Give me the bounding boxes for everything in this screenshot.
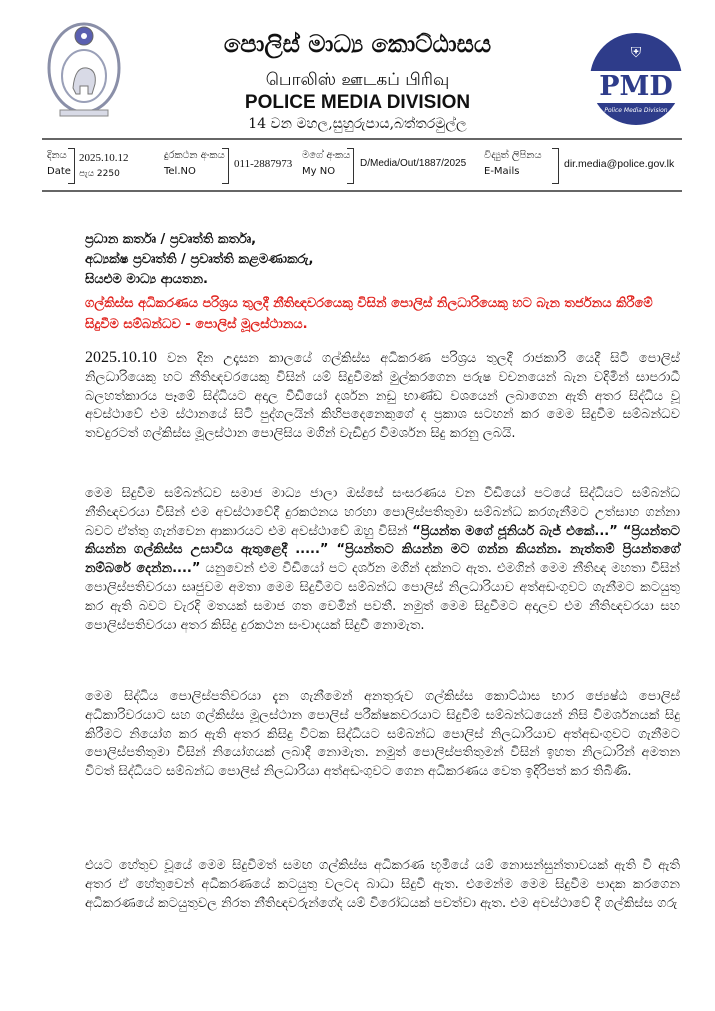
body-paragraph-2 <box>85 485 680 635</box>
date-label-en: Date <box>47 166 71 177</box>
body-paragraph-1 <box>85 349 680 444</box>
org-title-tamil: பொலிஸ் ஊடகப் பிரிவு <box>265 70 450 90</box>
bracket <box>222 148 229 184</box>
press-release-subject: ගල්කිස්ස අධිකරණය පරිශ්‍රය තුලදී නීතිඥවරයෙකු විසින් පොලිස් නිලධාරියෙකු හට බැන තර්ජනය කිරීමේ සිදුවීම සම්බන්ධව - පොලිස් මූලස්ථානය. <box>85 296 653 332</box>
myno-label-en: My NO <box>302 166 336 177</box>
header-divider <box>42 138 682 140</box>
myno-label-si: මගේ අංකය <box>302 150 351 161</box>
bracket <box>347 148 354 184</box>
quoted-statement: “ප්‍රියන්ත මගේ ජූනියර් බැජ් එකේ...” “ප්‍රියන්තට කියන්න ගල්කිස්ස උසාවිය ඇතුළෙදී .....” “ප්‍රියන්තට කියන්න මට ගන්න කියන්න. නැත්තම් ප්‍රියන්තගේ නම්බරේ දෙන්න....” <box>85 523 680 577</box>
pmd-logo <box>590 33 682 125</box>
tel-value: 011-2887973 <box>234 158 293 170</box>
addressee-line: අධ්‍යක්ෂ ප්‍රවෘත්ති / ප්‍රවෘත්ති කළමණාකරු, <box>85 252 314 267</box>
time-value: පැය 2250 <box>79 169 120 179</box>
pmd-logo-subtext: Police Media Division <box>604 106 668 114</box>
sri-lanka-police-emblem <box>45 18 123 118</box>
addressee-line: ප්‍රධාන කර්තෘ / ප්‍රවෘත්ති කර්තෘ, <box>85 232 257 247</box>
incident-date: 2025.10.10 <box>85 349 157 366</box>
tel-label-en: Tel.NO <box>164 166 196 177</box>
pmd-logo-text: PMD <box>590 71 682 103</box>
info-row <box>42 148 682 186</box>
date-value: 2025.10.12 <box>79 152 129 164</box>
tel-label <box>164 148 225 180</box>
myno-label <box>302 148 350 180</box>
crest-icon: ⛨ <box>630 44 642 61</box>
bracket <box>552 148 559 184</box>
paragraph-text: යනුවෙන් එම වීඩියෝ පට දර්ශන මගින් දක්නට ඇත. එමගින් මෙම නීතිඥ මහතා විසින් පොලිස්පතිවරයා සෘජුවම අමතා මෙම සිදුවීමට සම්බන්ධ පොලිස් නිලධාරියාව අත්අඩංගුවට ගැනීමට කටයුතු කර ඇති බවට වැරදි මතයක් සමාජ ගත වෙමින් පවතී. නමුත් මෙම සිදුවීමට අදාලව එම නීතිඥවරයා සහ පොලිස්පතිවරයා අතර කිසිදු දුරකථන සංවාදයක් සිදුවී නොමැත. <box>85 561 680 633</box>
info-divider <box>42 190 682 192</box>
paragraph-text: මෙම සිදුවීම සම්බන්ධව සමාජ මාධ්‍ය ජාලා ඔස්සේ සංසරණය වන වීඩියෝ පටයේ සිද්ධියට සම්බන්ධ නීතිඥවරයා විසින් එම අවස්ථාවේදී දුරකථනය හරහා පොලිස්පතිතුමා සම්බන්ධ කරගැනීමට උත්සාහ ගන්නා බවට ඒත්තු ගැන්වෙන ආකාරයට එම අවස්ථාවේ ඔහු විසින් <box>85 486 680 539</box>
email-link[interactable]: dir.media@police.gov.lk <box>564 158 675 170</box>
email-label-si: විද්‍යුත් ලිපිනය <box>484 150 542 161</box>
body-paragraph-4: එයට හේතුව වූයේ මෙම සිදුවීමත් සමඟ ගල්කිස්ස අධිකරණ භූමියේ යම් නොසන්සුන්තාවයක් ඇති වී ඇති අතර ඒ හේතුවෙන් අධිකරණයේ කටයුතු වලටද බාධා සිදුවී ඇත. එමෙන්ම මෙම සිදුවීම පාදක කරගෙන අධිකරණයේ කටයුතුවල නිරත නීතිඥවරුන්ගේද යම් විරෝධයක් පවත්වා ඇත. එම අවස්ථාවේ දී ගල්කිස්ස ගරු <box>85 858 680 911</box>
email-label <box>484 148 542 180</box>
body-paragraph-3: මෙම සිද්ධිය පොලිස්පතිවරයා දැන ගැනීමෙන් අනතුරුව ගල්කිස්ස කොට්ඨාස භාර ජ්‍යෙෂ්ඨ පොලිස් අධිකාරිවරයාට සහ ගල්කිස්ස මූලස්ථාන පොලිස් පරීක්ෂකවරයාට සිදුවීම් සම්බන්ධයෙන් නිසි විමර්ශනයක් සිදු කිරීමට නියෝග කර ඇති අතර කිසිදු විටක සිද්ධියට සම්බන්ධ පොලිස් නිලධාරියාව අත්අඩංගුවට ගැනීමට පොලිස්පතිතුමා විසින් නියෝගයක් ලබාදී නොමැත. නමුත් පොලිස්පතිතුමන් විසින් ඉහත නිලධාරින් අමතන විටත් සිද්ධියට සම්බන්ධ පොලිස් නිලධාරියා අත්අඩංගුවට ගෙන අධිකරණය වෙත ඉදිරිපත් කර තිබිණි. <box>85 689 680 780</box>
org-title-sinhala: පොලිස් මාධ්‍ය කොට්ඨාසය <box>223 30 492 58</box>
addressee-line: සියළුම මාධ්‍ය ආයතන. <box>85 272 208 287</box>
date-label-si: දිනය <box>47 150 67 161</box>
org-address: 14 වන මහල,සුහුරුපාය,බත්තරමුල්ල <box>248 116 467 132</box>
email-label-en: E-Mails <box>484 166 520 177</box>
tel-label-si: දුරකථන අංකය <box>164 150 225 161</box>
addressee-block <box>85 230 313 290</box>
org-title-english: POLICE MEDIA DIVISION <box>244 92 471 113</box>
paragraph-text: වන දින උදෑසන කාලයේ ගල්කිස්ස අධිකරණ පරිශ්‍රය තුලදී රාජකාරි යෙදී සිටි පොලිස් නිලධාරියෙකු හට නීතිඥවරයෙකු විසින් යම් සිදුවීමක් මුල්කරගෙන පරුෂ වචනයෙන් බැන වදිමින් සාපරාධී බලහත්කාරය පෑමේ සිද්ධියට අදාල වීඩියෝ දර්ශන නඩු භාණ්ඩ වශයෙන් ලබාගෙන ඇති අතර සිද්ධිය වූ අවස්ථාවේ එම ස්ථානයේ සිටි පුද්ගලයින් කිහිපදෙනෙකුගේ ද ප්‍රකාශ සටහන් කර මෙම සිදුවීම සම්බන්ධව තවදුරටත් ගල්කිස්ස මූලස්ථාන පොලිසිය මගින් වැඩිදුර විමර්ශන සිදු කරනු ලබයි. <box>85 351 680 442</box>
bracket <box>68 148 75 184</box>
myno-value: D/Media/Out/1887/2025 <box>360 158 467 169</box>
